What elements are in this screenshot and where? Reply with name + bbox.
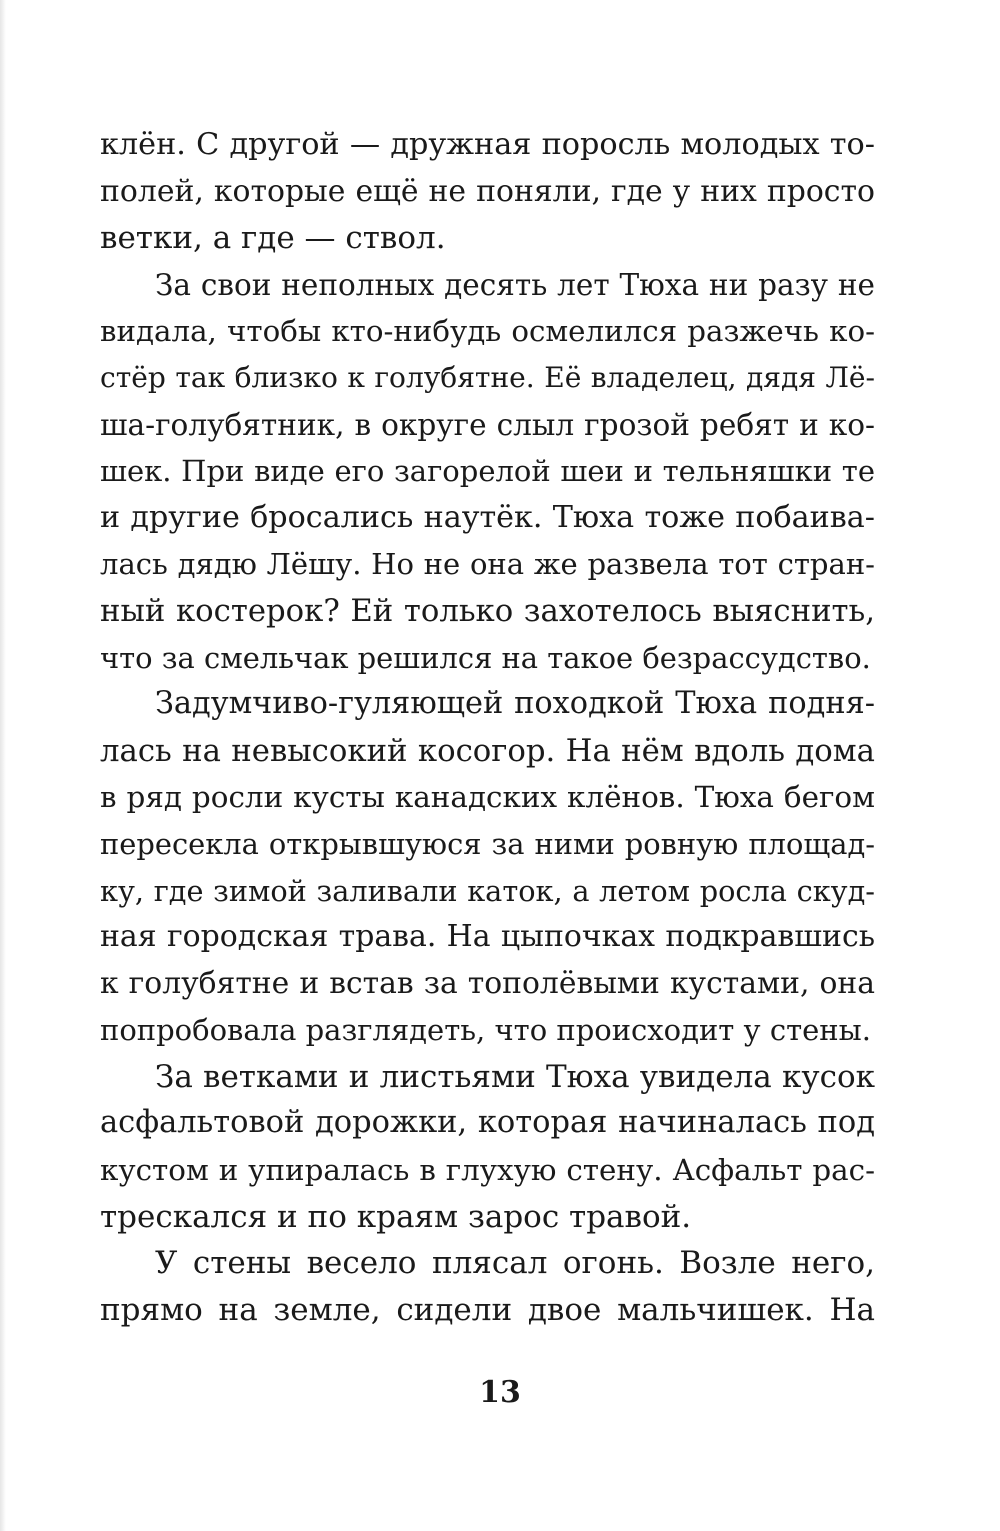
text-line: ветки, а где — ствол. [100, 220, 446, 257]
text-line: стёр так близко к голубятне. Её владелец, дядя Лё- [100, 360, 875, 394]
page-edge-shadow [0, 0, 6, 1531]
text-line: За ветками и листьями Тюха увидела кусок [155, 1058, 875, 1095]
text-line: лась дядю Лёшу. Но не она же развела тот стран- [100, 547, 875, 582]
text-line: в ряд росли кусты канадских клёнов. Тюха бегом [100, 780, 875, 815]
text-line: ный костерок? Ей только захотелось выяснить, [100, 592, 875, 629]
text-line: Задумчиво-гуляющей походкой Тюха подня- [155, 686, 875, 722]
text-line: прямо на земле, сидели двое мальчишек. На [100, 1291, 875, 1328]
text-line: видала, чтобы кто-нибудь осмелился разжечь ко- [100, 314, 875, 349]
text-line: ша-голубятник, в округе слыл грозой ребят и ко- [100, 407, 875, 442]
text-line: У стены весело плясал огонь. Возле него, [155, 1245, 875, 1282]
text-line: За свои неполных десять лет Тюха ни разу не [155, 267, 875, 302]
text-line: попробовала разглядеть, что происходит у стены. [100, 1013, 871, 1048]
text-line: пересекла открывшуюся за ними ровную площад- [100, 826, 875, 861]
text-line: и другие бросались наутёк. Тюха тоже побаива- [100, 499, 875, 535]
text-line: кустом и упиралась в глухую стену. Асфальт рас- [100, 1153, 875, 1188]
body-text [100, 122, 875, 1333]
text-line: трескался и по краям зарос травой. [100, 1198, 692, 1235]
text-line: шек. При виде его загорелой шеи и тельняшки те [100, 454, 875, 489]
text-line: ная городская трава. На цыпочках подкравшись [100, 919, 875, 955]
text-line: лась на невысокий косогор. На нём вдоль дома [100, 732, 875, 769]
text-line: что за смельчак решился на такое безрассудство. [100, 640, 871, 675]
text-line: полей, которые ещё не поняли, где у них просто [100, 173, 875, 209]
text-line: ку, где зимой заливали каток, а летом росла скуд- [100, 873, 875, 908]
text-line: к голубятне и встав за тополёвыми кустами, она [100, 965, 875, 1001]
text-line: клён. С другой — дружная поросль молодых то- [100, 127, 875, 162]
text-line: асфальтовой дорожки, которая начиналась под [100, 1105, 875, 1141]
page-number: 13 [479, 1375, 521, 1410]
